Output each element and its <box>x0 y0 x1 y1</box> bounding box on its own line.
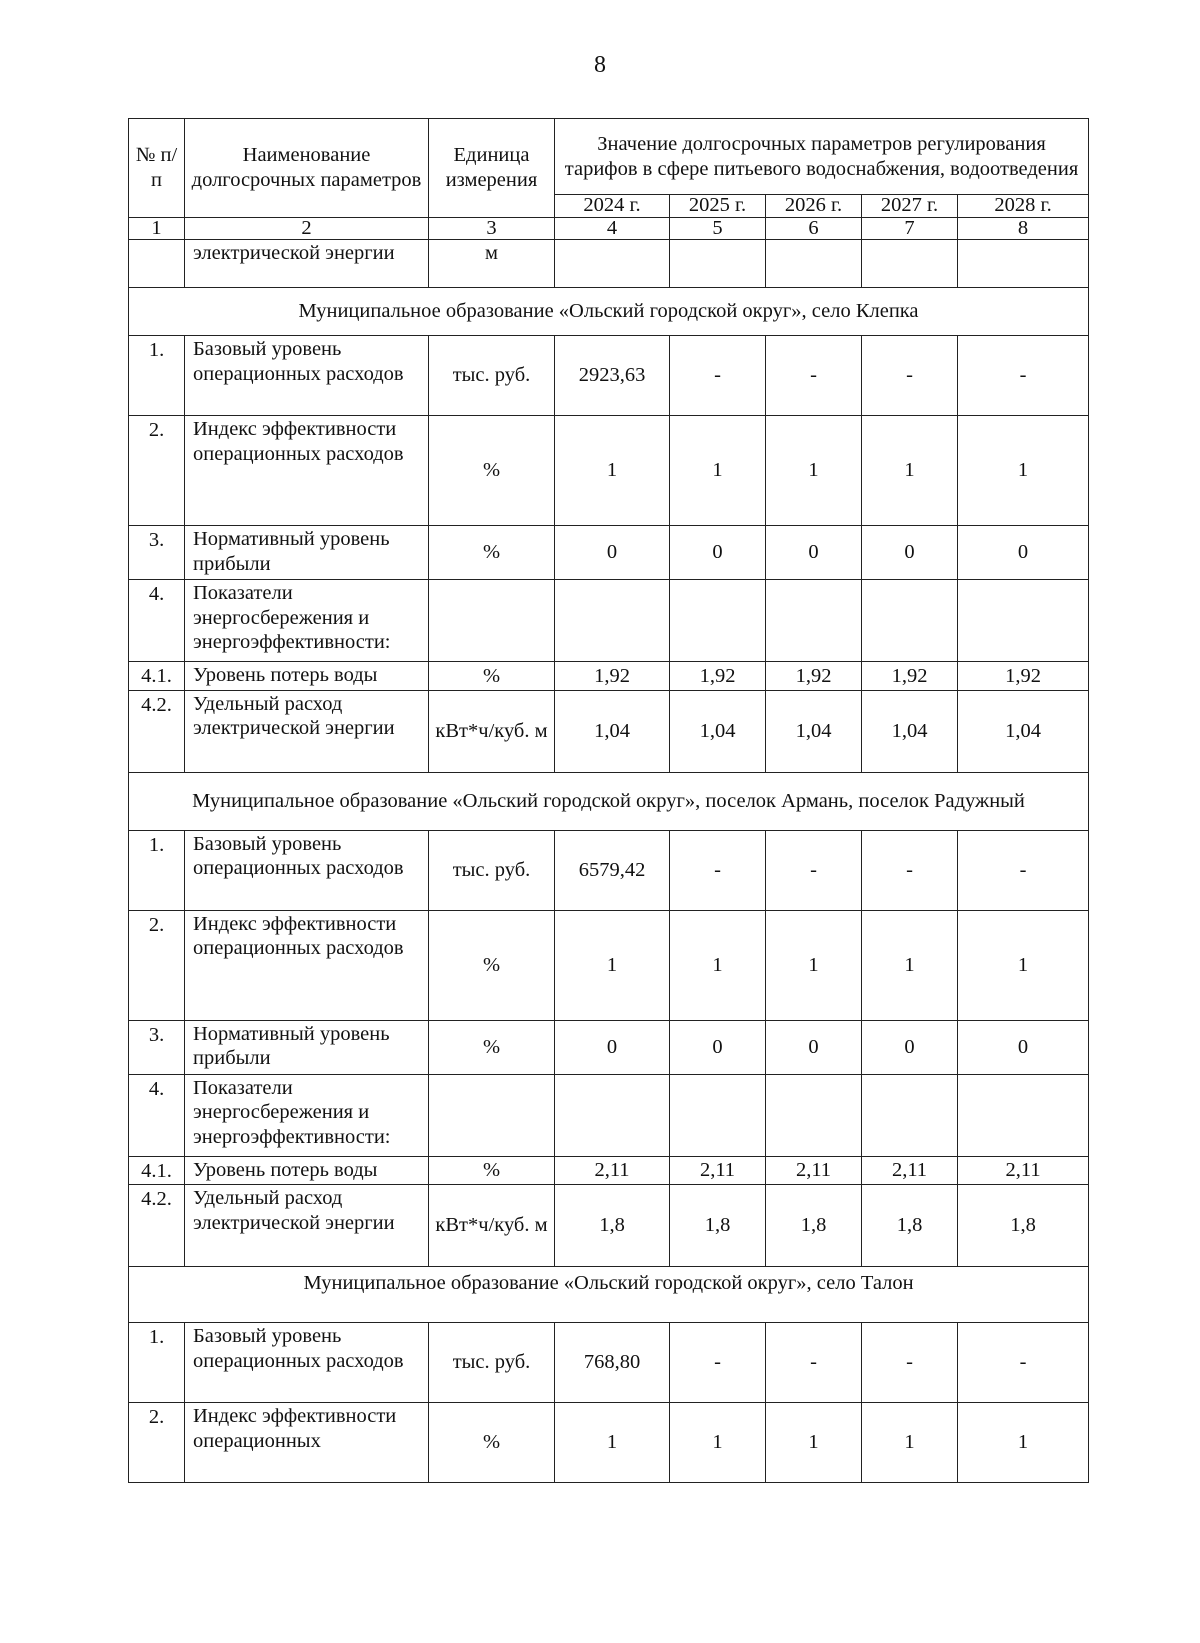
row-value <box>766 580 862 662</box>
row-name: Индекс эффективности операционных расходов <box>185 910 429 1020</box>
table-row <box>129 416 1089 526</box>
row-name: электрической энергии <box>185 240 429 288</box>
row-value: - <box>862 336 958 416</box>
row-unit: % <box>429 526 555 580</box>
row-value: 1 <box>670 910 766 1020</box>
row-value: 0 <box>766 526 862 580</box>
row-unit: кВт*ч/куб. м <box>429 690 555 772</box>
row-value: 0 <box>862 1020 958 1074</box>
row-value <box>555 1074 670 1156</box>
row-value: 1 <box>958 1403 1089 1483</box>
row-value: 2,11 <box>862 1156 958 1185</box>
row-unit: % <box>429 1020 555 1074</box>
row-value <box>766 1074 862 1156</box>
row-unit: % <box>429 1156 555 1185</box>
row-value: 1 <box>766 910 862 1020</box>
row-value: - <box>670 336 766 416</box>
row-name: Базовый уровень операционных расходов <box>185 1323 429 1403</box>
row-name: Индекс эффективности операционных расходов <box>185 416 429 526</box>
table-row <box>129 1020 1089 1074</box>
table-row <box>129 1156 1089 1185</box>
row-value <box>862 1074 958 1156</box>
row-value: 0 <box>555 1020 670 1074</box>
row-unit: тыс. руб. <box>429 830 555 910</box>
row-value: 1,04 <box>958 690 1089 772</box>
row-value <box>862 240 958 288</box>
row-value: 0 <box>958 1020 1089 1074</box>
row-name: Удельный расход электрической энергии <box>185 1185 429 1267</box>
row-value: 1,92 <box>958 662 1089 691</box>
row-value: 1 <box>862 416 958 526</box>
table-row <box>129 1403 1089 1483</box>
row-unit: % <box>429 910 555 1020</box>
header-col-values: Значение долгосрочных параметров регулирования тарифов в сфере питьевого водоснабжения, водоотведения <box>555 119 1089 195</box>
row-value: - <box>670 830 766 910</box>
header-year: 2025 г. <box>670 195 766 218</box>
row-unit <box>429 1074 555 1156</box>
row-value: 2,11 <box>766 1156 862 1185</box>
row-value: 1 <box>670 416 766 526</box>
column-number: 6 <box>766 217 862 240</box>
row-value: 1,8 <box>862 1185 958 1267</box>
row-number: 1. <box>129 830 185 910</box>
row-value: 0 <box>958 526 1089 580</box>
table-row <box>129 690 1089 772</box>
row-unit: тыс. руб. <box>429 1323 555 1403</box>
row-value: 1 <box>766 1403 862 1483</box>
table-header <box>129 119 1089 240</box>
row-unit: % <box>429 416 555 526</box>
row-name: Показатели энергосбережения и энергоэффективности: <box>185 1074 429 1156</box>
row-value: 1,04 <box>555 690 670 772</box>
row-value: 0 <box>670 526 766 580</box>
section-row <box>129 1267 1089 1323</box>
row-value: 1,92 <box>862 662 958 691</box>
row-name: Уровень потерь воды <box>185 662 429 691</box>
row-value: 768,80 <box>555 1323 670 1403</box>
row-value: 1,04 <box>766 690 862 772</box>
row-value: 1 <box>555 910 670 1020</box>
row-name: Базовый уровень операционных расходов <box>185 336 429 416</box>
table-row <box>129 336 1089 416</box>
table-row <box>129 240 1089 288</box>
row-value: 2923,63 <box>555 336 670 416</box>
row-value: - <box>766 830 862 910</box>
header-col-num: № п/п <box>129 119 185 218</box>
row-value: - <box>958 830 1089 910</box>
row-value <box>958 240 1089 288</box>
row-value: - <box>766 336 862 416</box>
column-number: 5 <box>670 217 766 240</box>
column-number: 4 <box>555 217 670 240</box>
column-number: 8 <box>958 217 1089 240</box>
row-value: 2,11 <box>670 1156 766 1185</box>
row-unit: % <box>429 662 555 691</box>
tariff-parameters-table-wrapper <box>128 118 1088 1483</box>
row-value: - <box>766 1323 862 1403</box>
row-value: - <box>862 830 958 910</box>
header-year: 2024 г. <box>555 195 670 218</box>
header-col-name: Наименование долгосрочных параметров <box>185 119 429 218</box>
row-number: 2. <box>129 1403 185 1483</box>
row-value: 1 <box>862 910 958 1020</box>
row-value: 6579,42 <box>555 830 670 910</box>
row-name: Нормативный уровень прибыли <box>185 1020 429 1074</box>
row-value: 1,92 <box>670 662 766 691</box>
row-name: Нормативный уровень прибыли <box>185 526 429 580</box>
row-value: - <box>958 336 1089 416</box>
row-value: 1 <box>766 416 862 526</box>
row-value: - <box>862 1323 958 1403</box>
table-row <box>129 910 1089 1020</box>
row-value: 1,92 <box>555 662 670 691</box>
header-year: 2026 г. <box>766 195 862 218</box>
row-value: 1,04 <box>670 690 766 772</box>
row-value: 0 <box>555 526 670 580</box>
row-value: 1,04 <box>862 690 958 772</box>
row-value: 1 <box>555 416 670 526</box>
row-value <box>555 240 670 288</box>
row-number: 1. <box>129 1323 185 1403</box>
row-value <box>555 580 670 662</box>
row-name: Показатели энергосбережения и энергоэффективности: <box>185 580 429 662</box>
row-number: 4.2. <box>129 1185 185 1267</box>
row-value: - <box>958 1323 1089 1403</box>
table-row <box>129 1074 1089 1156</box>
page-number: 8 <box>594 52 606 78</box>
row-value: 1 <box>670 1403 766 1483</box>
row-value <box>862 580 958 662</box>
header-col-unit: Единица измерения <box>429 119 555 218</box>
table-row <box>129 1185 1089 1267</box>
section-row <box>129 288 1089 336</box>
row-unit <box>429 580 555 662</box>
table-row <box>129 830 1089 910</box>
table-row <box>129 1323 1089 1403</box>
row-number: 2. <box>129 910 185 1020</box>
table-row <box>129 662 1089 691</box>
row-value: 0 <box>862 526 958 580</box>
header-year: 2028 г. <box>958 195 1089 218</box>
table-body <box>129 240 1089 1483</box>
row-number: 4. <box>129 580 185 662</box>
row-value: 2,11 <box>958 1156 1089 1185</box>
row-number: 4.1. <box>129 662 185 691</box>
row-unit: кВт*ч/куб. м <box>429 1185 555 1267</box>
row-value <box>958 1074 1089 1156</box>
row-number: 4. <box>129 1074 185 1156</box>
row-value: 1,8 <box>766 1185 862 1267</box>
row-name: Уровень потерь воды <box>185 1156 429 1185</box>
row-name: Индекс эффективности операционных <box>185 1403 429 1483</box>
row-value: 0 <box>766 1020 862 1074</box>
section-title: Муниципальное образование «Ольский городской округ», поселок Армань, поселок Радужный <box>129 772 1089 830</box>
row-value: 1 <box>958 910 1089 1020</box>
row-value: 1 <box>958 416 1089 526</box>
row-value: 0 <box>670 1020 766 1074</box>
column-number: 1 <box>129 217 185 240</box>
row-value: 1 <box>555 1403 670 1483</box>
tariff-parameters-table <box>128 118 1089 1483</box>
row-number <box>129 240 185 288</box>
column-number: 7 <box>862 217 958 240</box>
row-value: 1,8 <box>555 1185 670 1267</box>
row-name: Базовый уровень операционных расходов <box>185 830 429 910</box>
row-value: - <box>670 1323 766 1403</box>
row-number: 4.1. <box>129 1156 185 1185</box>
column-number: 3 <box>429 217 555 240</box>
section-row <box>129 772 1089 830</box>
row-value <box>670 1074 766 1156</box>
row-value: 1,92 <box>766 662 862 691</box>
row-number: 1. <box>129 336 185 416</box>
row-unit: тыс. руб. <box>429 336 555 416</box>
row-value <box>766 240 862 288</box>
table-row <box>129 580 1089 662</box>
row-value: 1,8 <box>958 1185 1089 1267</box>
row-value <box>670 580 766 662</box>
row-value: 1,8 <box>670 1185 766 1267</box>
row-value <box>958 580 1089 662</box>
row-name: Удельный расход электрической энергии <box>185 690 429 772</box>
table-row <box>129 526 1089 580</box>
row-unit: % <box>429 1403 555 1483</box>
row-unit: м <box>429 240 555 288</box>
section-title: Муниципальное образование «Ольский городской округ», село Клепка <box>129 288 1089 336</box>
header-year: 2027 г. <box>862 195 958 218</box>
section-title: Муниципальное образование «Ольский городской округ», село Талон <box>129 1267 1089 1323</box>
row-number: 2. <box>129 416 185 526</box>
row-value: 1 <box>862 1403 958 1483</box>
row-value: 2,11 <box>555 1156 670 1185</box>
row-number: 4.2. <box>129 690 185 772</box>
column-number: 2 <box>185 217 429 240</box>
row-number: 3. <box>129 526 185 580</box>
row-number: 3. <box>129 1020 185 1074</box>
row-value <box>670 240 766 288</box>
